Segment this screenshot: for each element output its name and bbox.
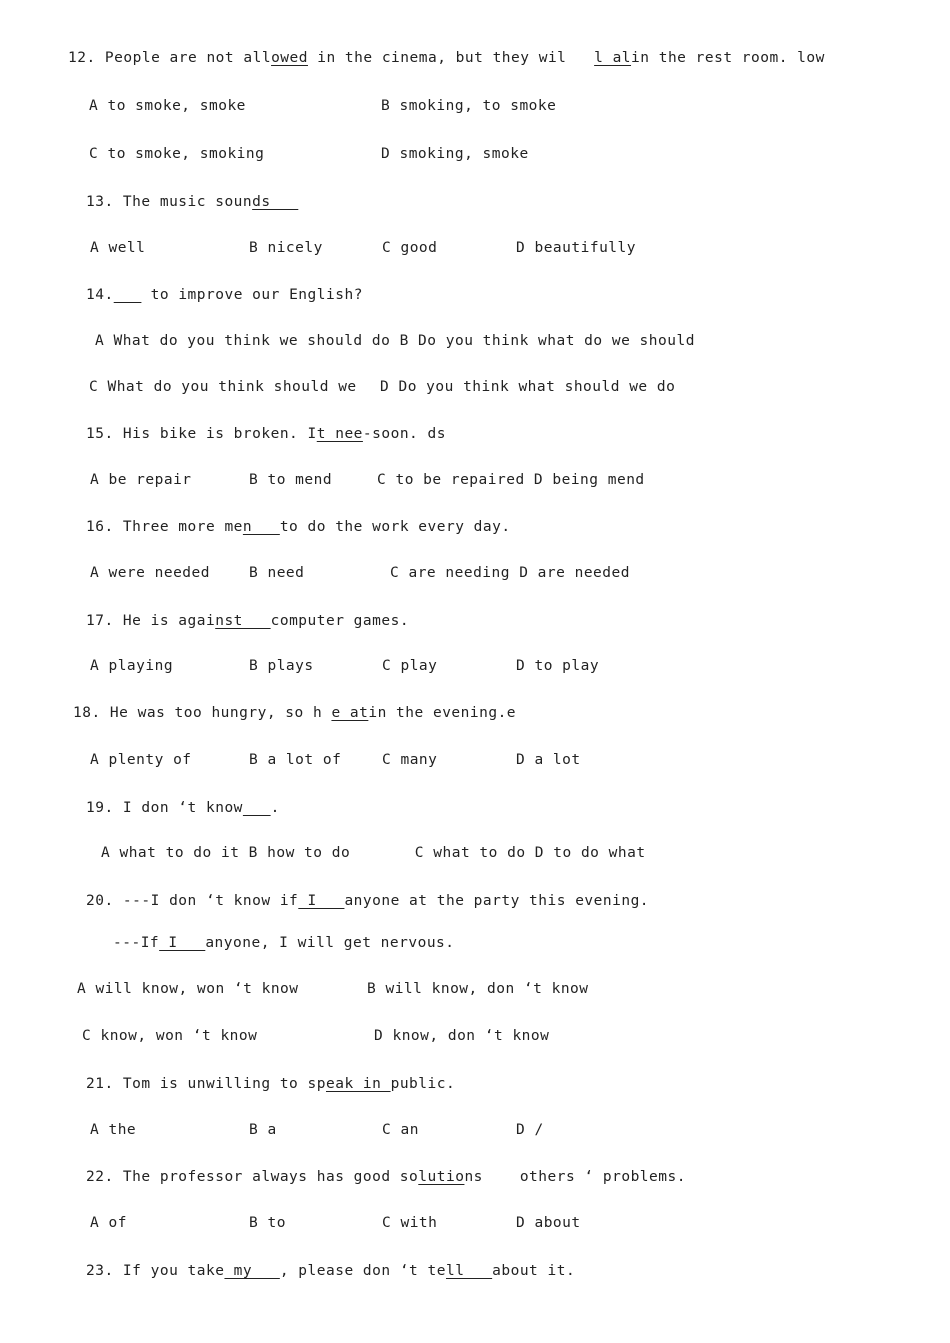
option-c: C many	[382, 752, 438, 768]
question-23-stem	[86, 1262, 575, 1280]
option-c: C What do you think should we	[89, 379, 357, 395]
stem-text: 15. His bike is broken. I	[86, 426, 317, 442]
stem-text: in the rest room. low	[631, 50, 825, 66]
option-b: B need	[249, 565, 305, 581]
answer-blank: eak in	[325, 1076, 391, 1092]
option-d: D /	[516, 1122, 544, 1138]
question-19-stem	[86, 799, 280, 817]
option-b: B smoking, to smoke	[381, 98, 557, 114]
option-a: A the	[90, 1122, 137, 1138]
stem-text: -soon. ds	[362, 426, 446, 442]
option-d: D to play	[516, 658, 600, 674]
options-a-to-d: A what to do it B how to do C what to do D to do what	[101, 845, 646, 861]
stem-text: 16. Three more me	[86, 519, 243, 535]
question-21-stem	[86, 1075, 455, 1093]
question-17-stem	[86, 612, 409, 630]
stem-text: to do the work every day.	[279, 519, 511, 535]
option-a: A of	[90, 1215, 127, 1231]
option-d: D smoking, smoke	[381, 146, 529, 162]
option-b: B plays	[249, 658, 314, 674]
option-d: D know, don ‘t know	[374, 1028, 550, 1044]
answer-blank: t nee	[316, 426, 363, 442]
stem-text: ---If	[113, 935, 160, 951]
stem-text: in the evening.e	[368, 705, 517, 721]
stem-text: 20. ---I don ‘t know if	[86, 893, 299, 909]
stem-text: computer games.	[270, 613, 410, 629]
option-a: A will know, won ‘t know	[77, 981, 299, 997]
question-15-stem	[86, 425, 446, 443]
answer-blank	[243, 800, 271, 816]
answer-blank: ds	[252, 194, 299, 210]
stem-text: 23. If you take	[86, 1263, 225, 1279]
option-a-b: A What do you think we should do B Do you think what do we should	[95, 333, 695, 349]
option-d: D about	[516, 1215, 581, 1231]
stem-text: , please don ‘t te	[279, 1263, 446, 1279]
answer-blank: e at	[331, 705, 369, 721]
option-c: C play	[382, 658, 438, 674]
answer-blank: lutio	[418, 1169, 465, 1185]
stem-text: 18. He was too hungry, so h	[73, 705, 332, 721]
stem-text: 12. People are not all	[68, 50, 272, 66]
stem-text: 22. The professor always has good so	[86, 1169, 419, 1185]
stem-text: 13. The music soun	[86, 194, 253, 210]
option-b: B nicely	[249, 240, 323, 256]
option-b: B to mend	[249, 472, 333, 488]
stem-text: anyone at the party this evening.	[344, 893, 650, 909]
option-c: C know, won ‘t know	[82, 1028, 258, 1044]
stem-text: .	[270, 800, 280, 816]
stem-text: public.	[390, 1076, 456, 1092]
answer-blank: ll	[445, 1263, 493, 1279]
stem-text: 19. I don ‘t know	[86, 800, 243, 816]
option-d: D a lot	[516, 752, 581, 768]
option-c-d: C are needing D are needed	[390, 565, 630, 581]
stem-text: 21. Tom is unwilling to sp	[86, 1076, 326, 1092]
question-13-stem	[86, 193, 298, 211]
option-d: D beautifully	[516, 240, 636, 256]
option-b: B a lot of	[249, 752, 342, 768]
stem-text: 14.	[86, 287, 114, 303]
answer-blank: my	[224, 1263, 280, 1279]
answer-blank	[114, 287, 142, 303]
option-a: A well	[90, 240, 146, 256]
option-c-d: C to be repaired D being mend	[377, 472, 645, 488]
stem-text: to improve our English?	[141, 287, 363, 303]
option-b: B a	[249, 1122, 277, 1138]
stem-text: ns others ‘ problems.	[464, 1169, 686, 1185]
answer-blank: nst	[215, 613, 271, 629]
option-d: D Do you think what should we do	[380, 379, 676, 395]
option-a: A plenty of	[90, 752, 192, 768]
option-a: A be repair	[90, 472, 192, 488]
question-20-response	[113, 934, 455, 952]
option-b: B will know, don ‘t know	[367, 981, 589, 997]
question-20-stem	[86, 892, 649, 910]
stem-text: anyone, I will get nervous.	[205, 935, 455, 951]
option-a: A playing	[90, 658, 174, 674]
option-c: C to smoke, smoking	[89, 146, 265, 162]
question-18-stem	[73, 704, 516, 722]
answer-blank: l al	[594, 50, 632, 66]
option-c: C with	[382, 1215, 438, 1231]
option-c: C an	[382, 1122, 419, 1138]
answer-blank: I	[298, 893, 345, 909]
option-b: B to	[249, 1215, 286, 1231]
answer-blank: n	[242, 519, 280, 535]
question-14-stem	[86, 286, 363, 304]
question-12-stem	[68, 49, 825, 67]
answer-blank: I	[159, 935, 206, 951]
stem-text: 17. He is agai	[86, 613, 216, 629]
option-a: A to smoke, smoke	[89, 98, 246, 114]
question-16-stem	[86, 518, 511, 536]
stem-text: about it.	[492, 1263, 576, 1279]
option-c: C good	[382, 240, 438, 256]
option-a: A were needed	[90, 565, 210, 581]
stem-text: in the cinema, but they wil	[307, 50, 595, 66]
answer-blank: owed	[271, 50, 308, 66]
question-22-stem	[86, 1168, 686, 1186]
